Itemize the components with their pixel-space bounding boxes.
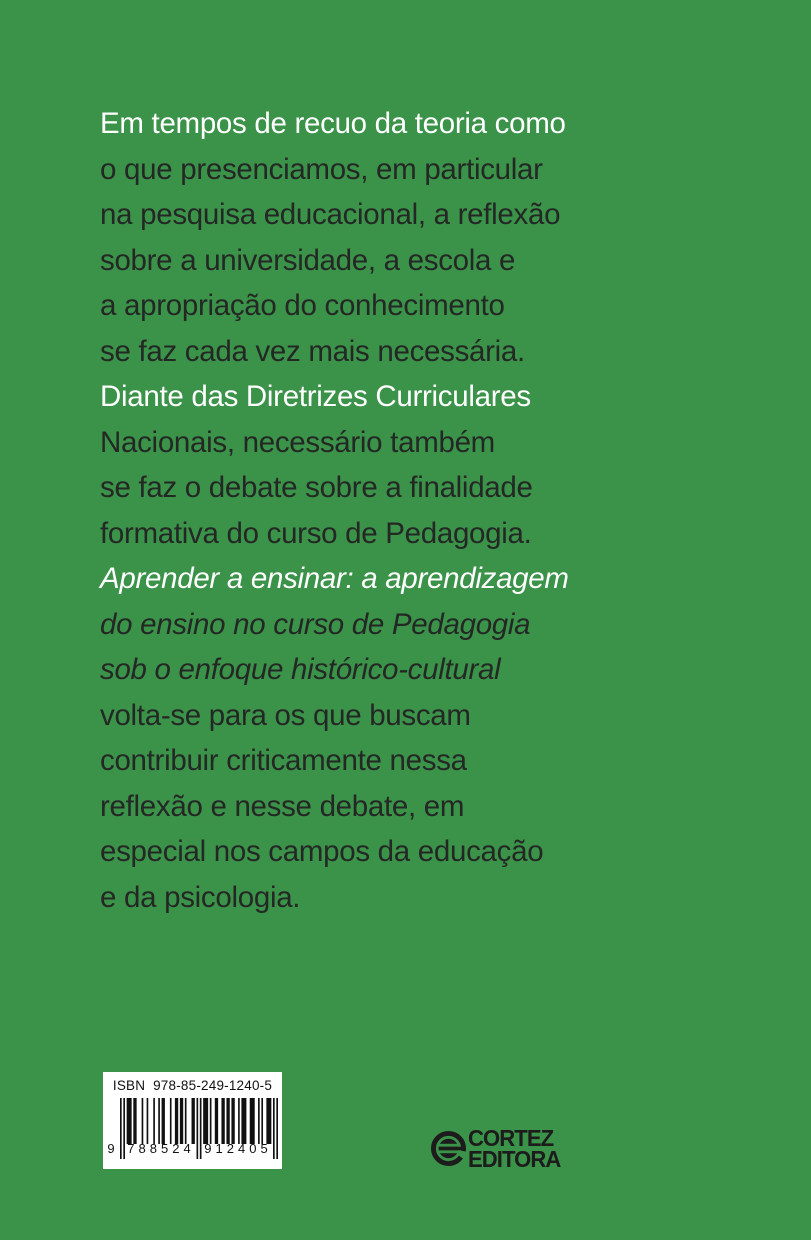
blurb-line: Em tempos de recuo da teoria como xyxy=(100,107,566,140)
blurb-text-block xyxy=(100,101,720,920)
barcode-bars-area xyxy=(103,1072,282,1169)
isbn-barcode xyxy=(103,1072,282,1169)
publisher-name-line2: EDITORA xyxy=(468,1145,561,1172)
publisher-name xyxy=(468,1125,566,1172)
blurb-line: sob o enfoque histórico-cultural xyxy=(100,653,501,686)
blurb-line: sobre a universidade, a escola e xyxy=(100,243,516,277)
publisher-logo xyxy=(431,1125,566,1172)
blurb-line: se faz cada vez mais necessária. xyxy=(100,334,525,368)
blurb-line: se faz o debate sobre a finalidade xyxy=(100,471,533,504)
blurb-line: contribuir criticamente nessa xyxy=(100,744,467,777)
cortez-e-circle-icon xyxy=(431,1131,466,1166)
blurb-line: o que presenciamos, em particular xyxy=(100,152,543,186)
blurb-line: na pesquisa educacional, a reflexão xyxy=(100,198,561,231)
isbn-label: ISBN 978-85-249-1240-5 xyxy=(112,1078,273,1093)
barcode-digits-left: 788524 xyxy=(127,1141,195,1156)
blurb-line: formativa do curso de Pedagogia. xyxy=(100,516,532,550)
blurb-line: reflexão e nesse debate, em xyxy=(100,789,465,823)
blurb-line: Nacionais, necessário também xyxy=(100,425,495,459)
barcode-digit-lead: 9 xyxy=(107,1141,115,1156)
blurb-line: Diante das Diretrizes Curriculares xyxy=(100,380,531,413)
blurb-line: volta-se para os que buscam xyxy=(100,698,471,732)
blurb-line: especial nos campos da educação xyxy=(100,835,544,868)
blurb-line: do ensino no curso de Pedagogia xyxy=(100,607,531,641)
blurb-line: Aprender a ensinar: a aprendizagem xyxy=(100,562,569,595)
blurb-line: e da psicologia. xyxy=(100,880,301,914)
blurb-line: a apropriação do conhecimento xyxy=(100,289,505,322)
barcode-digits-right: 912405 xyxy=(204,1141,272,1156)
publisher-name-line1: CORTEZ xyxy=(468,1125,554,1151)
